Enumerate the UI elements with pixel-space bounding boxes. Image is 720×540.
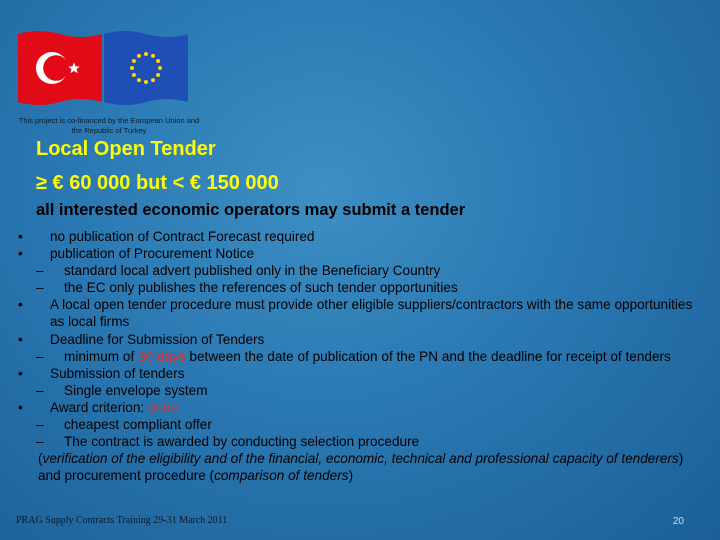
threshold-range: ≥ € 60 000 but < € 150 000 xyxy=(36,172,279,194)
bullet-item xyxy=(14,331,704,348)
sub-bullet-item xyxy=(14,416,704,433)
sub-bullet-text-post: between the date of publication of the PN and the deadline for receipt of tenders xyxy=(185,348,671,364)
award-criterion-highlight: price xyxy=(147,399,178,415)
dash-marker: – xyxy=(36,263,44,279)
footer-text: PRAG Supply Contracts Training 29-31 March 2011 xyxy=(16,515,228,526)
eu-flag xyxy=(104,31,188,105)
closing-paragraph xyxy=(14,450,704,484)
bullet-item xyxy=(14,228,704,245)
cofinancing-credit: This project is co-financed by the European Union and the Republic of Turkey xyxy=(18,116,200,135)
bullet-text-pre: Award criterion: xyxy=(50,399,148,415)
bullet-marker: • xyxy=(18,229,23,244)
bullet-text: Submission of tenders xyxy=(50,365,185,381)
closing-italic-capacity: verification of the eligibility and of the financial, economic, technical and professional capacity of tenderers xyxy=(42,451,679,467)
bullet-marker: • xyxy=(18,365,23,381)
sub-bullet-text: the EC only publishes the references of such tender opportunities xyxy=(64,280,458,296)
closing-close-paren: ) xyxy=(348,468,354,484)
bullet-marker: • xyxy=(18,331,23,347)
closing-open-paren: ( xyxy=(38,451,43,467)
intro-line: all interested economic operators may submit a tender xyxy=(36,201,466,219)
sub-bullet-item xyxy=(14,433,704,450)
sub-bullet-text: standard local advert published only in the Beneficiary Country xyxy=(64,263,441,279)
closing-middle: ) and procurement procedure ( xyxy=(38,451,684,484)
page-number: 20 xyxy=(672,516,684,527)
deadline-highlight: 30 days xyxy=(138,348,186,364)
bullet-marker: • xyxy=(18,297,23,313)
sub-bullet-text: The contract is awarded by conducting selection procedure xyxy=(64,434,420,450)
dash-marker: – xyxy=(36,382,44,398)
turkey-flag xyxy=(18,31,102,105)
sub-bullet-text: Single envelope system xyxy=(64,382,208,398)
dash-marker: – xyxy=(36,348,44,364)
sub-bullet-text-pre: minimum of xyxy=(64,348,139,364)
bullet-marker: • xyxy=(18,246,23,262)
closing-italic-comparison: comparison of tenders xyxy=(214,468,349,484)
bullet-item xyxy=(14,296,704,330)
sub-bullet-item xyxy=(14,279,704,296)
bullet-item xyxy=(14,399,704,416)
bullet-text: no publication of Contract Forecast required xyxy=(50,229,315,244)
sub-bullet-text: cheapest compliant offer xyxy=(64,417,212,433)
slide-body xyxy=(14,228,704,484)
dash-marker: – xyxy=(36,280,44,296)
flags-logo xyxy=(16,28,190,110)
slide-title: Local Open Tender xyxy=(36,138,216,160)
bullet-text: publication of Procurement Notice xyxy=(50,246,255,262)
bullet-item xyxy=(14,365,704,382)
bullet-item xyxy=(14,245,704,262)
dash-marker: – xyxy=(36,417,44,433)
sub-bullet-item xyxy=(14,262,704,279)
dash-marker: – xyxy=(36,434,44,450)
bullet-text: A local open tender procedure must provide other eligible suppliers/contractors with the same opportunities as local firms xyxy=(50,297,693,330)
sub-bullet-item xyxy=(14,382,704,399)
bullet-marker: • xyxy=(18,399,23,415)
bullet-text: Deadline for Submission of Tenders xyxy=(50,331,265,347)
sub-bullet-item xyxy=(14,348,704,365)
